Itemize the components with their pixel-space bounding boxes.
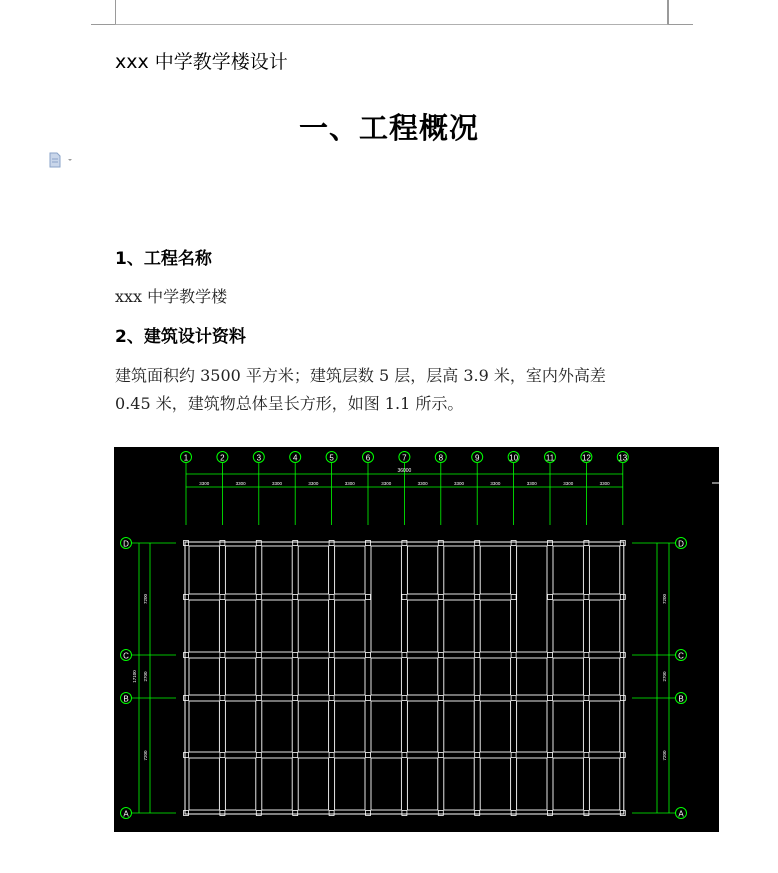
column	[511, 696, 516, 701]
column	[475, 753, 480, 758]
stair-opening	[517, 546, 547, 652]
dim-text-bay: 3300	[417, 481, 428, 486]
room-cell	[298, 658, 328, 695]
room-cell	[589, 758, 619, 810]
axis-label-col: 3	[256, 453, 262, 463]
dim-text-left: 7200	[143, 750, 148, 761]
dim-text-total: 36000	[397, 468, 412, 474]
room-cell	[298, 600, 328, 652]
column	[584, 811, 589, 816]
column	[256, 811, 261, 816]
column	[511, 653, 516, 658]
axis-label-col: 8	[438, 453, 444, 463]
column	[293, 753, 298, 758]
column	[329, 811, 334, 816]
axis-label-col: 11	[545, 453, 555, 463]
section-2-body-line-2: 0.45 米，建筑物总体呈长方形，如图 1.1 所示。	[115, 394, 464, 413]
column	[548, 696, 553, 701]
axis-label-col: 6	[365, 453, 371, 463]
dim-text-bay: 3300	[526, 481, 537, 486]
room-cell	[553, 701, 583, 752]
axis-label-col: 7	[402, 453, 407, 463]
column	[620, 753, 625, 758]
column	[256, 753, 261, 758]
dim-text-bay: 3300	[453, 481, 465, 486]
dim-text-bay: 3300	[344, 481, 355, 486]
column	[584, 753, 589, 758]
column	[402, 811, 407, 816]
column	[184, 653, 189, 658]
column	[620, 696, 625, 701]
room-cell	[298, 701, 328, 752]
room-cell	[189, 600, 219, 652]
room-cell	[444, 758, 474, 810]
stair-opening	[371, 546, 401, 652]
room-cell	[371, 701, 401, 752]
header-area	[115, 0, 668, 25]
room-cell	[335, 658, 365, 695]
column	[366, 653, 371, 658]
column	[584, 696, 589, 701]
document-paste-icon[interactable]	[48, 152, 64, 168]
column	[584, 541, 589, 546]
column	[402, 653, 407, 658]
room-cell	[407, 546, 437, 594]
room-cell	[553, 758, 583, 810]
column	[511, 753, 516, 758]
dim-text-bay: 3300	[199, 481, 210, 486]
column	[475, 595, 480, 600]
column	[620, 811, 625, 816]
column	[511, 811, 516, 816]
column	[329, 696, 334, 701]
room-cell	[480, 758, 510, 810]
room-cell	[407, 600, 437, 652]
column	[329, 653, 334, 658]
column	[620, 595, 625, 600]
room-cell	[444, 546, 474, 594]
column	[402, 696, 407, 701]
column	[438, 696, 443, 701]
room-cell	[335, 600, 365, 652]
axis-label-row-right: B	[678, 694, 684, 704]
axis-label-row-left: B	[123, 694, 129, 704]
room-cell	[480, 658, 510, 695]
room-cell	[407, 701, 437, 752]
column	[184, 811, 189, 816]
room-cell	[371, 658, 401, 695]
column	[511, 541, 516, 546]
column	[402, 595, 407, 600]
room-cell	[189, 546, 219, 594]
room-cell	[225, 546, 255, 594]
column	[402, 541, 407, 546]
dim-text-right: 2700	[662, 671, 667, 682]
column	[220, 595, 225, 600]
room-cell	[553, 658, 583, 695]
room-cell	[407, 658, 437, 695]
column	[329, 595, 334, 600]
column	[475, 541, 480, 546]
column	[584, 653, 589, 658]
column	[438, 541, 443, 546]
margin-mark-top-left	[91, 0, 116, 25]
section-1-body: xxx 中学教学楼	[115, 287, 228, 306]
room-cell	[225, 758, 255, 810]
column	[548, 653, 553, 658]
axis-label-row-right: C	[678, 651, 684, 661]
room-cell	[262, 546, 292, 594]
column	[329, 753, 334, 758]
column	[220, 541, 225, 546]
room-cell	[589, 546, 619, 594]
room-cell	[517, 658, 547, 695]
column	[438, 595, 443, 600]
column	[438, 811, 443, 816]
column	[256, 653, 261, 658]
room-cell	[335, 701, 365, 752]
room-cell	[589, 658, 619, 695]
dim-text-bay: 3300	[308, 481, 319, 486]
dim-text-left-total: 17100	[132, 670, 137, 683]
column	[256, 541, 261, 546]
axis-label-col: 9	[474, 453, 480, 463]
column	[293, 595, 298, 600]
room-cell	[480, 701, 510, 752]
margin-mark-top-right	[668, 0, 693, 25]
room-cell	[225, 701, 255, 752]
axis-label-col: 12	[581, 453, 591, 463]
axis-label-row-right: D	[678, 539, 684, 549]
column	[475, 696, 480, 701]
room-cell	[262, 600, 292, 652]
room-cell	[371, 758, 401, 810]
axis-label-col: 1	[183, 453, 189, 463]
room-cell	[589, 701, 619, 752]
room-cell	[553, 546, 583, 594]
room-cell	[298, 758, 328, 810]
column	[220, 696, 225, 701]
dim-text-left: 2700	[143, 671, 148, 682]
column	[548, 753, 553, 758]
axis-label-col: 4	[292, 453, 298, 463]
column	[293, 696, 298, 701]
column	[184, 696, 189, 701]
room-cell	[335, 546, 365, 594]
section-2-body-line-1: 建筑面积约 3500 平方米；建筑层数 5 层，层高 3.9 米，室内外高差	[115, 366, 606, 385]
outer-beam	[185, 542, 624, 814]
dim-text-right: 7200	[662, 593, 667, 605]
room-cell	[262, 758, 292, 810]
room-cell	[298, 546, 328, 594]
dim-text-left: 7200	[143, 593, 148, 605]
axis-label-col: 10	[509, 453, 519, 463]
dim-text-bay: 3300	[490, 481, 501, 486]
column	[366, 595, 371, 600]
room-cell	[189, 701, 219, 752]
column	[548, 811, 553, 816]
floor-plan-drawing	[114, 447, 719, 832]
column	[293, 653, 298, 658]
dim-text-bay: 3300	[563, 481, 574, 486]
column	[184, 541, 189, 546]
column	[184, 753, 189, 758]
room-cell	[517, 758, 547, 810]
column	[511, 595, 516, 600]
column	[475, 653, 480, 658]
axis-label-col: 5	[329, 453, 334, 463]
column	[220, 811, 225, 816]
column	[256, 595, 261, 600]
room-cell	[553, 600, 583, 652]
dim-text-bay: 3300	[599, 481, 610, 486]
room-cell	[480, 600, 510, 652]
room-cell	[225, 600, 255, 652]
room-cell	[444, 600, 474, 652]
column	[220, 753, 225, 758]
column	[366, 696, 371, 701]
column	[475, 811, 480, 816]
room-cell	[444, 701, 474, 752]
axis-label-row-left: C	[123, 651, 129, 661]
room-cell	[517, 701, 547, 752]
column	[184, 595, 189, 600]
dim-text-bay: 3300	[271, 481, 283, 486]
floor-plan-figure	[114, 447, 719, 832]
column	[548, 595, 553, 600]
chapter-heading: 一、工程概况	[298, 111, 479, 145]
column	[366, 753, 371, 758]
dim-text-bay: 3300	[381, 481, 392, 486]
room-cell	[225, 658, 255, 695]
section-1-heading: 1、工程名称	[115, 249, 212, 269]
room-cell	[335, 758, 365, 810]
room-cell	[262, 701, 292, 752]
column	[293, 541, 298, 546]
column	[584, 595, 589, 600]
axis-label-row-right: A	[678, 809, 684, 819]
column	[220, 653, 225, 658]
column	[438, 753, 443, 758]
column	[402, 753, 407, 758]
column	[620, 653, 625, 658]
room-cell	[262, 658, 292, 695]
room-cell	[189, 658, 219, 695]
column	[438, 653, 443, 658]
column	[256, 696, 261, 701]
column	[548, 541, 553, 546]
axis-label-col: 2	[220, 453, 225, 463]
room-cell	[407, 758, 437, 810]
room-cell	[589, 600, 619, 652]
dim-text-right: 7200	[662, 750, 667, 761]
room-cell	[444, 658, 474, 695]
document-header-title: xxx 中学教学楼设计	[115, 51, 288, 73]
column	[620, 541, 625, 546]
room-cell	[189, 758, 219, 810]
axis-label-col: 13	[618, 453, 628, 463]
section-2-heading: 2、建筑设计资料	[115, 327, 246, 347]
axis-label-row-left: A	[123, 809, 129, 819]
room-cell	[480, 546, 510, 594]
axis-label-row-left: D	[123, 539, 129, 549]
column	[366, 811, 371, 816]
column	[329, 541, 334, 546]
column	[366, 541, 371, 546]
column	[293, 811, 298, 816]
dim-text-bay: 3300	[235, 481, 246, 486]
